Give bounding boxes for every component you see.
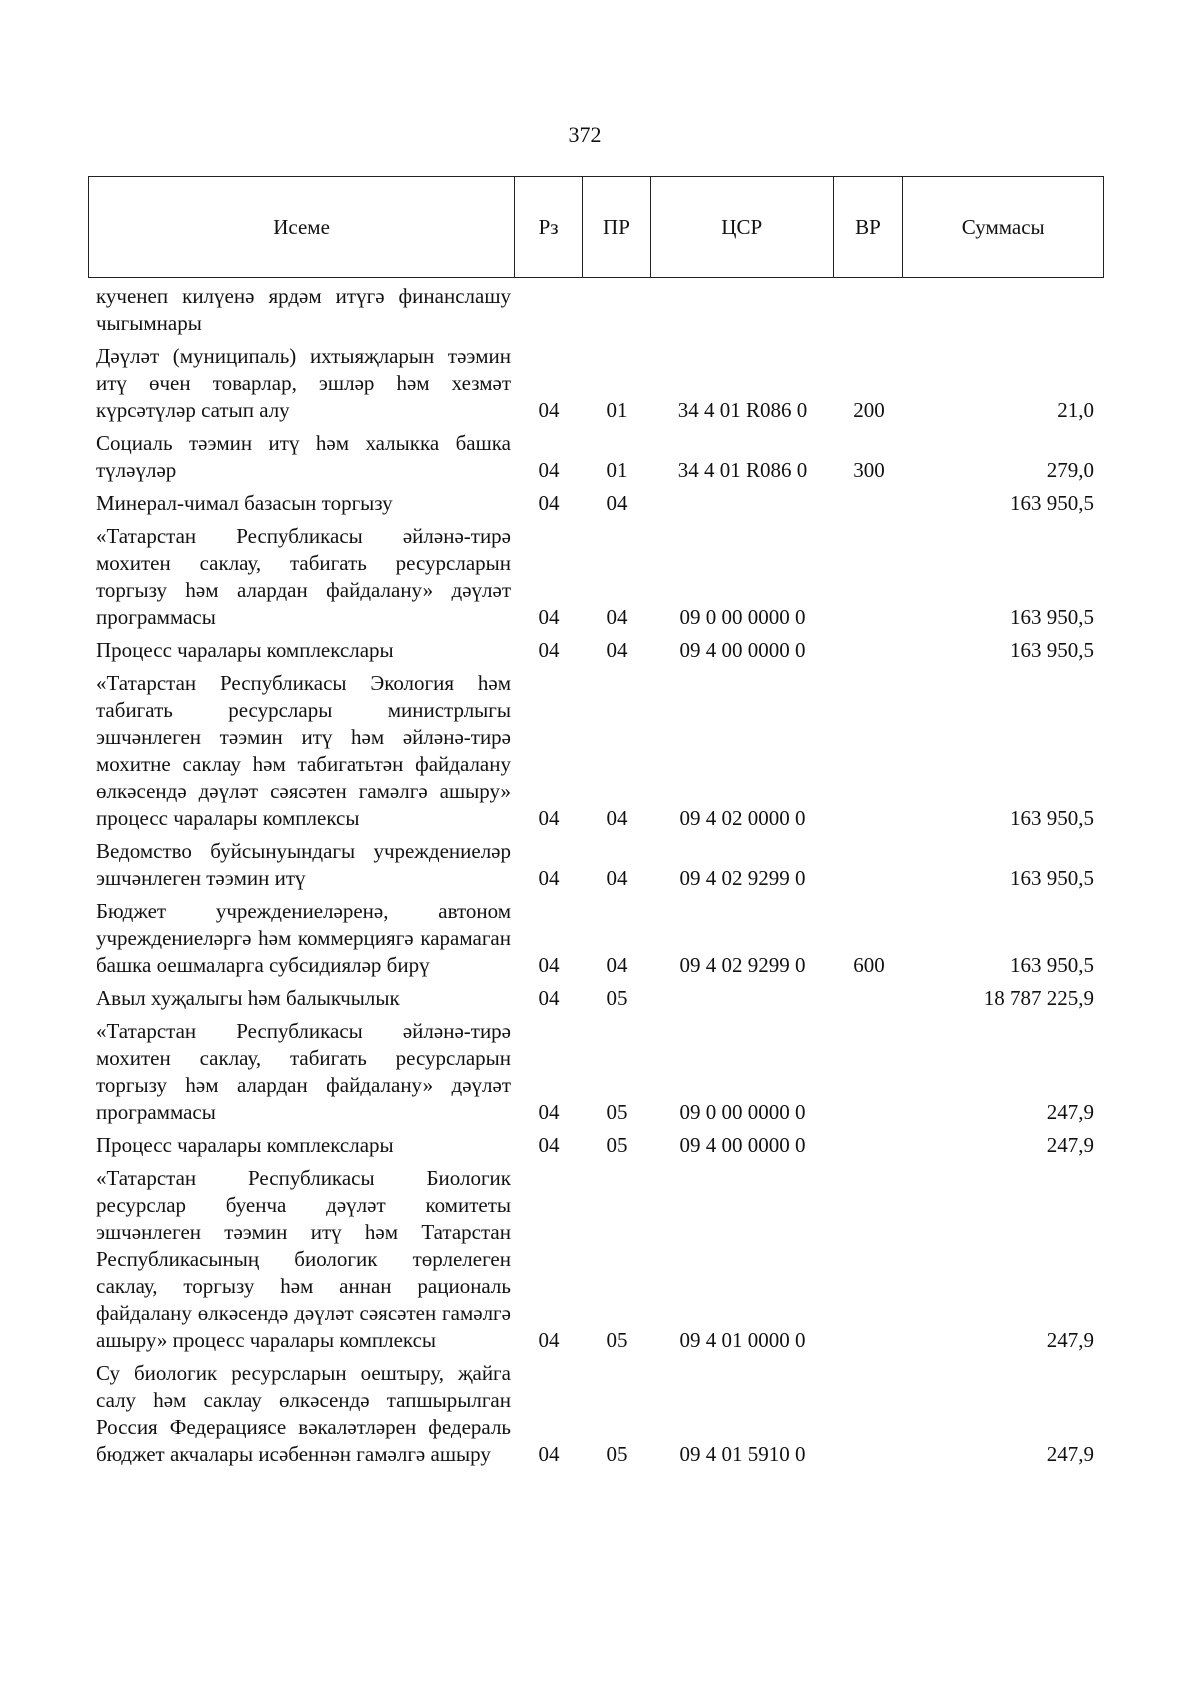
cell-pr: 01	[606, 458, 628, 482]
cell-name: Авыл хуҗалыгы һәм балыкчылык	[96, 986, 400, 1010]
cell-csr: 09 4 01 0000 0	[679, 1328, 806, 1352]
cell-csr: 09 4 02 9299 0	[679, 866, 806, 890]
cell-name: Дәүләт (муниципаль) ихтыяҗларын тәэмин итү өчен товарлар, эшләр һәм хезмәт күрсәтүләр сатып алу	[96, 344, 511, 422]
header-vr: ВР	[834, 177, 904, 277]
cell-name: Процесс чаралары комплекслары	[96, 638, 394, 662]
table-row	[88, 838, 1104, 892]
cell-sum: 247,9	[1046, 1442, 1094, 1466]
table-row	[88, 1018, 1104, 1126]
cell-rz: 04	[538, 1328, 560, 1352]
cell-pr: 05	[606, 986, 628, 1010]
cell-sum: 163 950,5	[1010, 953, 1094, 977]
cell-pr: 04	[606, 953, 628, 977]
page-number: 372	[568, 122, 602, 147]
cell-name: кученеп килүенә ярдәм итүгә финанслашу чыгымнары	[96, 284, 511, 335]
table-body	[88, 283, 1104, 1474]
cell-csr: 34 4 01 R086 0	[677, 398, 808, 422]
cell-pr: 05	[606, 1100, 628, 1124]
cell-vr: 300	[853, 458, 885, 482]
cell-sum: 163 950,5	[1010, 866, 1094, 890]
cell-name: «Татарстан Республикасы Биологик ресурслар буенча дәүләт комитеты эшчәнлеген тәэмин итү һәм Татарстан Республикасының биологик төрлелеген саклау, торгызу һәм аннан рациональ файдалану өлкәсендә дәүләт сәясәтен гамәлгә ашыру» процесс чаралары комплексы	[96, 1166, 511, 1352]
table-row	[88, 637, 1104, 664]
cell-sum: 247,9	[1046, 1100, 1094, 1124]
cell-sum: 163 950,5	[1010, 638, 1094, 662]
cell-sum: 163 950,5	[1010, 605, 1094, 629]
cell-csr: 09 4 01 5910 0	[679, 1442, 806, 1466]
cell-rz: 04	[538, 806, 560, 830]
cell-rz: 04	[538, 986, 560, 1010]
cell-csr: 09 4 00 0000 0	[679, 1133, 806, 1157]
cell-name: «Татарстан Республикасы әйләнә-тирә мохитен саклау, табигать ресурсларын торгызу һәм алардан файдалану» дәүләт программасы	[96, 524, 511, 629]
cell-csr: 09 4 02 0000 0	[679, 806, 806, 830]
cell-name: «Татарстан Республикасы Экология һәм табигать ресурслары министрлыгы эшчәнлеген тәэмин итү һәм әйләнә-тирә мохитне саклау һәм табигатьтән файдалану өлкәсендә дәүләт сәясәтен гамәлгә ашыру» процесс чаралары комплексы	[96, 671, 511, 830]
table-row	[88, 490, 1104, 517]
table-row	[88, 1132, 1104, 1159]
cell-sum: 247,9	[1046, 1328, 1094, 1352]
header-rz: Рз	[515, 177, 583, 277]
cell-sum: 279,0	[1046, 458, 1094, 482]
cell-pr: 05	[606, 1328, 628, 1352]
cell-rz: 04	[538, 398, 560, 422]
header-name: Исеме	[89, 177, 515, 277]
cell-vr: 200	[853, 398, 885, 422]
table-row	[88, 283, 1104, 337]
cell-name: Су биологик ресурсларын оештыру, җайга салу һәм саклау өлкәсендә тапшырылган Россия Федерациясе вәкаләтләрен федераль бюджет акчалары исәбеннән гамәлгә ашыру	[96, 1361, 511, 1466]
table-row	[88, 1165, 1104, 1354]
cell-pr: 05	[606, 1442, 628, 1466]
cell-rz: 04	[538, 953, 560, 977]
cell-pr: 05	[606, 1133, 628, 1157]
table-row	[88, 670, 1104, 832]
cell-rz: 04	[538, 605, 560, 629]
cell-pr: 04	[606, 638, 628, 662]
header-csr: ЦСР	[651, 177, 834, 277]
cell-sum: 21,0	[1057, 398, 1094, 422]
table-row	[88, 523, 1104, 631]
cell-rz: 04	[538, 458, 560, 482]
cell-name: Ведомство буйсынуындагы учреждениеләр эшчәнлеген тәэмин итү	[96, 839, 511, 890]
cell-pr: 01	[606, 398, 628, 422]
table-row	[88, 1360, 1104, 1468]
header-pr: ПР	[583, 177, 651, 277]
cell-vr: 600	[853, 953, 885, 977]
cell-csr: 34 4 01 R086 0	[677, 458, 808, 482]
cell-rz: 04	[538, 638, 560, 662]
cell-name: «Татарстан Республикасы әйләнә-тирә мохитен саклау, табигать ресурсларын торгызу һәм алардан файдалану» дәүләт программасы	[96, 1019, 511, 1124]
cell-name: Минерал-чимал базасын торгызу	[96, 491, 393, 515]
cell-rz: 04	[538, 1442, 560, 1466]
cell-sum: 18 787 225,9	[983, 986, 1094, 1010]
cell-sum: 163 950,5	[1010, 491, 1094, 515]
cell-csr: 09 4 02 9299 0	[679, 953, 806, 977]
table-header	[88, 176, 1104, 278]
cell-csr: 09 0 00 0000 0	[679, 1100, 806, 1124]
cell-rz: 04	[538, 1100, 560, 1124]
header-sum: Суммасы	[961, 214, 1045, 239]
cell-rz: 04	[538, 491, 560, 515]
cell-rz: 04	[538, 1133, 560, 1157]
cell-name: Бюджет учреждениеләренә, автоном учреждениеләргә һәм коммерциягә карамаган башка оешмаларга субсидияләр бирү	[96, 899, 511, 977]
table-row	[88, 343, 1104, 424]
cell-rz: 04	[538, 866, 560, 890]
cell-csr: 09 0 00 0000 0	[679, 605, 806, 629]
cell-pr: 04	[606, 806, 628, 830]
cell-pr: 04	[606, 605, 628, 629]
cell-sum: 163 950,5	[1010, 806, 1094, 830]
cell-sum: 247,9	[1046, 1133, 1094, 1157]
table-row	[88, 985, 1104, 1012]
cell-name: Процесс чаралары комплекслары	[96, 1133, 394, 1157]
table-row	[88, 430, 1104, 484]
cell-csr: 09 4 00 0000 0	[679, 638, 806, 662]
cell-name: Социаль тәэмин итү һәм халыкка башка түләүләр	[96, 431, 511, 482]
cell-pr: 04	[606, 866, 628, 890]
table-row	[88, 898, 1104, 979]
cell-pr: 04	[606, 491, 628, 515]
